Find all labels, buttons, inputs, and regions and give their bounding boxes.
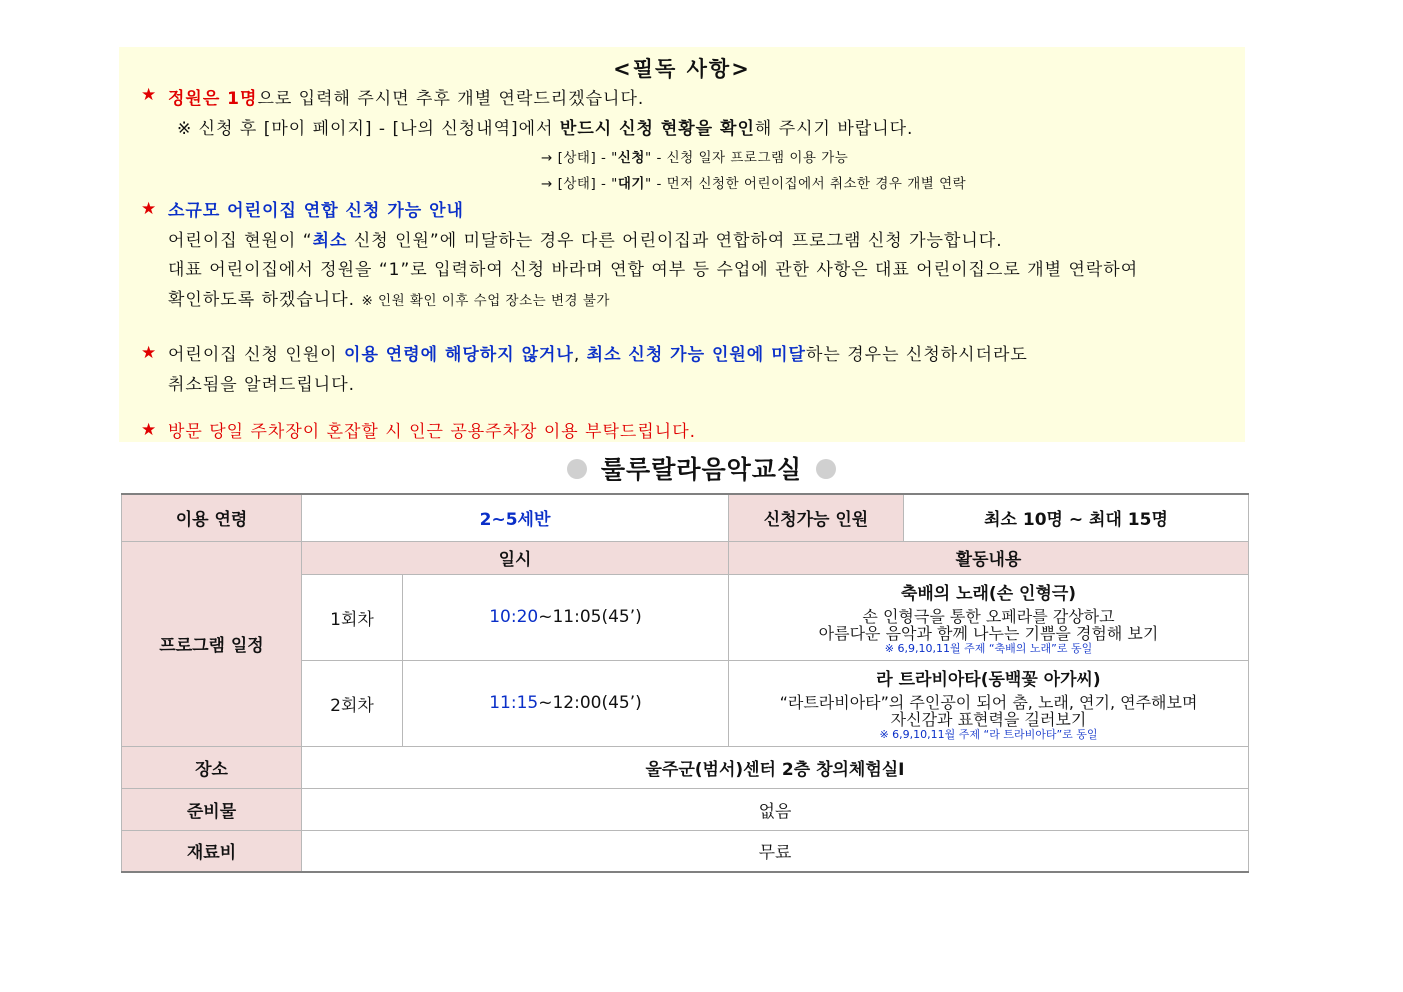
capacity-label: 신청가능 인원 — [729, 494, 904, 541]
session-time: 11:15~12:00(45’) — [403, 660, 729, 746]
session-time: 10:20~11:05(45’) — [403, 574, 729, 660]
circle-icon — [816, 459, 836, 479]
session-activity — [729, 660, 1249, 746]
activity-desc: “라트라비아타”의 주인공이 되어 춤, 노래, 연기, 연주해보며 — [779, 693, 1198, 712]
capacity-value: 최소 10명 ~ 최대 15명 — [904, 494, 1249, 541]
notice-line-confirm: 확인하도록 하겠습니다. ※ 인원 확인 이후 수업 장소는 변경 불가 — [168, 290, 610, 310]
notice-line-joint-apply: 어린이집 현원이 “최소 신청 인원”에 미달하는 경우 다른 어린이집과 연합하여 프로그램 신청 가능합니다. — [168, 231, 1003, 251]
activity-title: 라 트라비아타(동백꽃 아가씨) — [876, 670, 1101, 690]
age-label: 이용 연령 — [122, 494, 302, 541]
activity-desc: 손 인형극을 통한 오페라를 감상하고 — [862, 607, 1115, 626]
notice-line-representative: 대표 어린이집에서 정원을 “1”로 입력하여 신청 바라며 연합 여부 등 수업에 관한 사항은 대표 어린이집으로 개별 연락하여 — [168, 260, 1139, 280]
activity-title: 축배의 노래(손 인형극) — [900, 584, 1077, 604]
notice-line-cancel: 어린이집 신청 인원이 이용 연령에 해당하지 않거나, 최소 신청 가능 인원에 미달하는 경우는 신청하시더라도 — [168, 345, 1028, 365]
prep-value: 없음 — [302, 788, 1249, 830]
place-value: 울주군(범서)센터 2층 창의체험실Ⅰ — [302, 746, 1249, 788]
notice-line-status-apply: → [상태] - "신청" - 신청 일자 프로그램 이용 가능 — [541, 150, 849, 166]
table-row — [122, 788, 1249, 830]
notice-line-check-status: ※ 신청 후 [마이 페이지] - [나의 신청내역]에서 반드시 신청 현황을 확인해 주시기 바랍니다. — [177, 119, 914, 139]
notice-line-cancel-2: 취소됨을 알려드립니다. — [168, 375, 356, 395]
notice-title: <필독 사항> — [613, 57, 751, 81]
activity-note: ※ 6,9,10,11월 주제 “축배의 노래”로 동일 — [884, 642, 1093, 655]
notice-box — [119, 47, 1245, 442]
col-activity: 활동내용 — [729, 541, 1249, 574]
star-icon: ★ — [141, 420, 157, 440]
activity-desc: 자신감과 표현력을 길러보기 — [890, 710, 1087, 729]
notice-line-small-daycare: 소규모 어린이집 연합 신청 가능 안내 — [168, 201, 464, 221]
prep-label: 준비물 — [122, 788, 302, 830]
fee-value: 무료 — [302, 830, 1249, 872]
place-label: 장소 — [122, 746, 302, 788]
schedule-label: 프로그램 일정 — [122, 541, 302, 746]
activity-note: ※ 6,9,10,11월 주제 “라 트라비아타”로 동일 — [879, 728, 1098, 741]
star-icon: ★ — [141, 85, 157, 105]
age-value: 2~5세반 — [302, 494, 729, 541]
table-row — [122, 541, 1249, 574]
star-icon: ★ — [141, 343, 157, 363]
notice-line-status-wait: → [상태] - "대기" - 먼저 신청한 어린이집에서 취소한 경우 개별 연락 — [541, 176, 967, 192]
notice-line-parking: 방문 당일 주차장이 혼잡할 시 인근 공용주차장 이용 부탁드립니다. — [168, 422, 697, 442]
session-activity — [729, 574, 1249, 660]
notice-line-capacity: 정원은 1명으로 입력해 주시면 추후 개별 연락드리겠습니다. — [168, 89, 645, 109]
activity-desc: 아름다운 음악과 함께 나누는 기쁨을 경험해 보기 — [818, 624, 1159, 643]
session-no: 2회차 — [302, 660, 403, 746]
session-no: 1회차 — [302, 574, 403, 660]
fee-label: 재료비 — [122, 830, 302, 872]
col-datetime: 일시 — [302, 541, 729, 574]
table-row — [122, 494, 1249, 541]
program-table — [121, 493, 1249, 873]
table-row — [122, 746, 1249, 788]
section-title: 룰루랄라음악교실 — [0, 450, 1403, 486]
table-row — [122, 830, 1249, 872]
star-icon: ★ — [141, 199, 157, 219]
circle-icon — [567, 459, 587, 479]
